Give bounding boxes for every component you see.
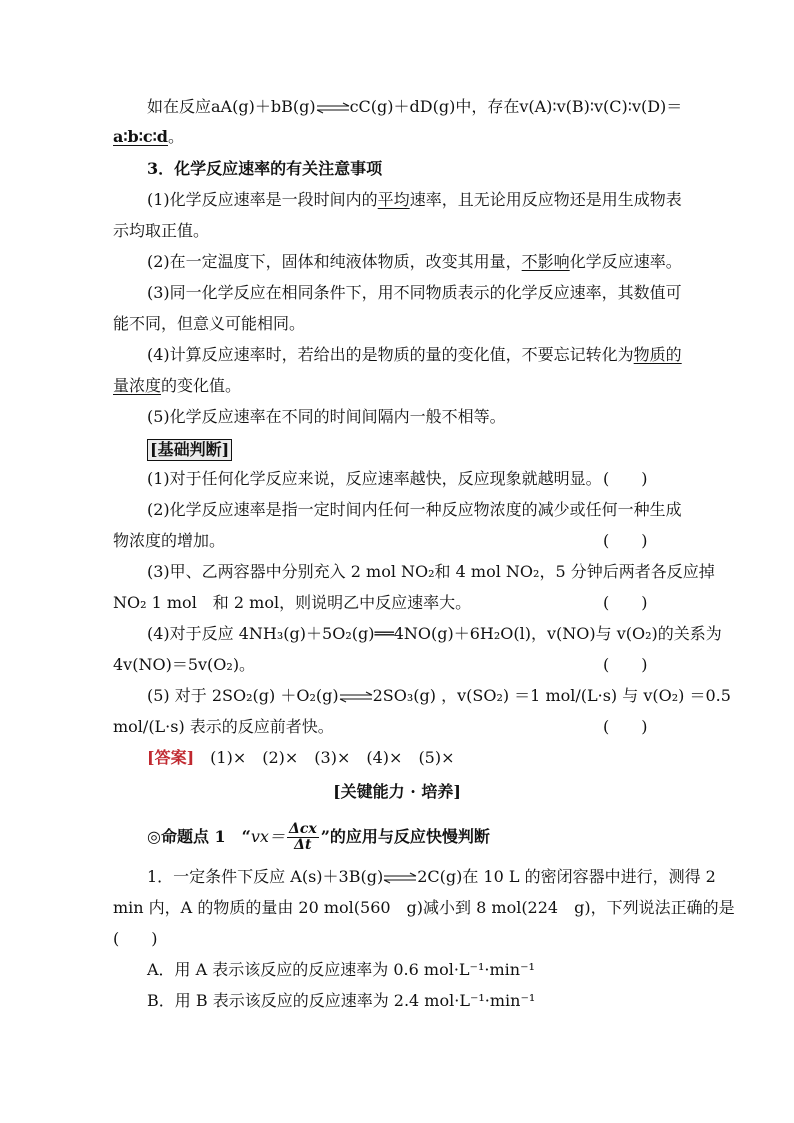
- note-4-cont: [113, 375, 241, 397]
- intro-text: 如在反应: [147, 97, 212, 116]
- fraction-numerator: Δcx: [288, 821, 317, 837]
- proposition-label: ◎命题点 1 “: [147, 827, 251, 846]
- answer-blank: ( ): [603, 655, 648, 674]
- question-1-blank: ( ): [113, 929, 158, 948]
- note-text: 化学反应速率。: [569, 252, 682, 271]
- rate-relation: v(A)∶v(B)∶v(C)∶v(D)＝: [519, 97, 683, 116]
- note-text: (2)在一定温度下，固体和纯液体物质，改变其用量，: [147, 252, 522, 271]
- note-1-cont: 示均取正值。: [113, 221, 210, 240]
- judge-q3-cont: NO₂ 1 mol 和 2 mol，则说明乙中反应速率大。: [113, 593, 472, 612]
- note-1: [147, 189, 682, 211]
- proposition-rest: ”的应用与反应快慢判断: [320, 827, 490, 846]
- judge-q4: (4)对于反应 4NH₃(g)＋5O₂(g)══4NO(g)＋6H₂O(l)，v(NO)与 v(O₂)的关系为: [147, 624, 722, 643]
- option-a[interactable]: A．用 A 表示该反应的反应速率为 0.6 mol·L⁻¹·min⁻¹: [147, 960, 535, 979]
- note-text: 速率，且无论用反应物还是用生成物表: [409, 190, 682, 209]
- rate-ratio: a∶b∶c∶d: [113, 127, 168, 146]
- intro-line-2: [113, 126, 184, 148]
- question-1-cont: min 内，A 的物质的量由 20 mol(560 g)减小到 8 mol(224 g)，下列说法正确的是: [113, 898, 735, 917]
- note-text: (4)计算反应速率时，若给出的是物质的量的变化值，不要忘记转化为: [147, 345, 634, 364]
- equation-rhs: cC(g)＋dD(g): [349, 97, 456, 116]
- answer-tag: [答案]: [147, 748, 195, 767]
- question-1: [147, 866, 716, 888]
- note-underline: 物质的: [633, 345, 682, 364]
- question-text: 2C(g)在 10 L 的密闭容器中进行，测得 2: [417, 867, 716, 886]
- equation-lhs: aA(g)＋bB(g): [211, 97, 316, 116]
- proposition-point: [147, 822, 490, 853]
- formula-lhs: vx＝: [250, 827, 285, 846]
- intro-line: [147, 96, 682, 118]
- answer-values: (1)× (2)× (3)× (4)× (5)×: [194, 748, 455, 767]
- answer-blank: ( ): [603, 531, 648, 550]
- note-3-cont: 能不同，但意义可能相同。: [113, 314, 306, 333]
- intro-text-2: 中，存在: [455, 97, 520, 116]
- judge-q5: [147, 685, 731, 707]
- note-underline: 不影响: [521, 252, 570, 271]
- rate-fraction: [287, 822, 319, 853]
- answer-line: [147, 747, 455, 769]
- equilibrium-arrow-icon: [339, 691, 373, 703]
- judge-q3: (3)甲、乙两容器中分别充入 2 mol NO₂和 4 mol NO₂，5 分钟后两者各反应掉: [147, 562, 715, 581]
- judge-q5-text: (5) 对于 2SO₂(g) ＋O₂(g): [147, 686, 339, 705]
- note-underline: 量浓度: [113, 376, 162, 395]
- answer-blank: ( ): [603, 717, 648, 736]
- note-3: (3)同一化学反应在相同条件下，用不同物质表示的化学反应速率，其数值可: [147, 283, 682, 302]
- question-text: 1．一定条件下反应 A(s)＋3B(g): [147, 867, 384, 886]
- note-2: [147, 251, 682, 273]
- equilibrium-arrow-icon: [383, 872, 417, 884]
- option-b[interactable]: B．用 B 表示该反应的反应速率为 2.4 mol·L⁻¹·min⁻¹: [147, 991, 536, 1010]
- section-heading-3: 3．化学反应速率的有关注意事项: [147, 159, 383, 178]
- judge-q5-cont: mol/(L·s) 表示的反应前者快。: [113, 717, 334, 736]
- equilibrium-arrow-icon: [316, 102, 350, 114]
- fraction-denominator: Δt: [294, 837, 312, 853]
- note-text: 的变化值。: [161, 376, 242, 395]
- note-5: (5)化学反应速率在不同的时间间隔内一般不相等。: [147, 407, 506, 426]
- answer-blank: ( ): [603, 469, 648, 488]
- judge-q2-cont: 物浓度的增加。: [113, 531, 226, 550]
- note-underline: 平均: [377, 190, 410, 209]
- answer-blank: ( ): [603, 593, 648, 612]
- judge-q1: (1)对于任何化学反应来说，反应速率越快，反应现象就越明显。: [147, 469, 602, 488]
- note-text: (1)化学反应速率是一段时间内的: [147, 190, 378, 209]
- intro-end: 。: [167, 127, 184, 146]
- note-4: [147, 344, 682, 366]
- judge-q4-cont: 4v(NO)＝5v(O₂)。: [113, 655, 256, 674]
- basic-judgement-tag: [147, 439, 232, 461]
- judge-q2: (2)化学反应速率是指一定时间内任何一种反应物浓度的减少或任何一种生成: [147, 500, 682, 519]
- judge-q5-text: 2SO₃(g) ，v(SO₂) ＝1 mol/(L·s) 与 v(O₂) ＝0.5: [372, 686, 731, 705]
- key-ability-title: [关键能力 · 培养]: [333, 782, 461, 801]
- judge-label: [基础判断]: [147, 439, 232, 461]
